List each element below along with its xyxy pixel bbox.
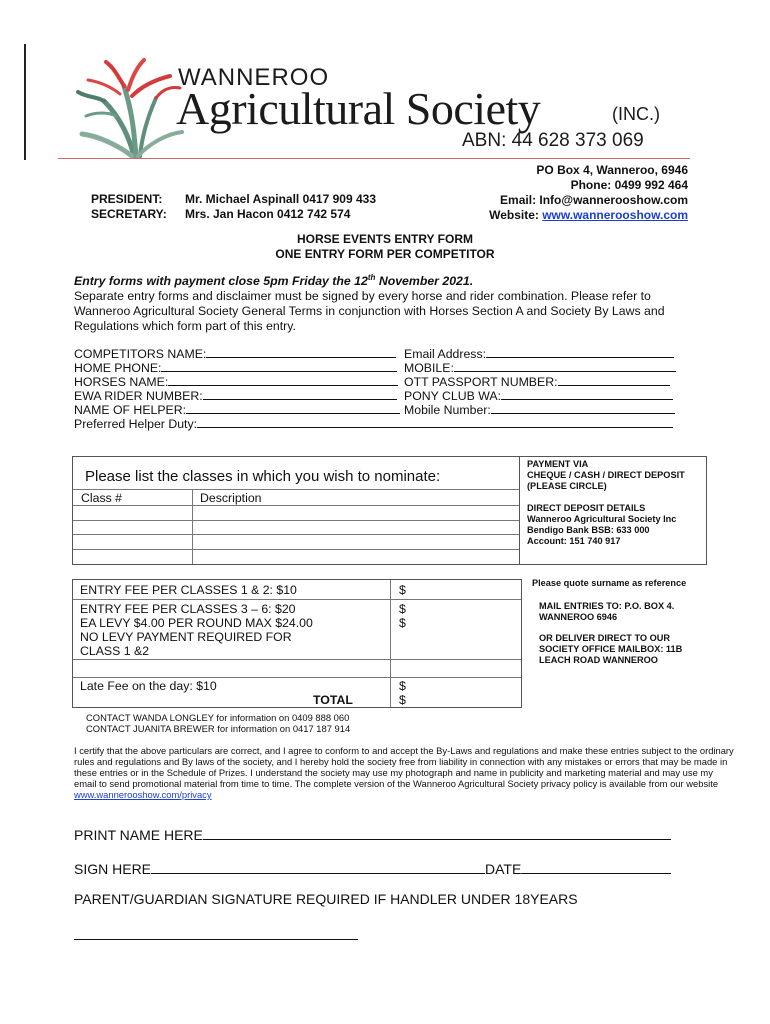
org-name-main: Agricultural Society — [176, 83, 541, 134]
classes-heading: Please list the classes in which you wish to nominate: — [85, 468, 441, 485]
fee-amount-total[interactable]: $ — [399, 693, 406, 707]
president-name: Mr. Michael Aspinall 0417 909 433 — [185, 192, 376, 206]
address-website — [489, 208, 688, 223]
pay-line: PAYMENT VIA — [527, 459, 589, 469]
class-row-1[interactable] — [73, 506, 519, 520]
pay-line: CHEQUE / CASH / DIRECT DEPOSIT — [527, 470, 685, 480]
label-horses-name: HORSES NAME: — [74, 375, 169, 389]
contacts — [86, 712, 350, 734]
pony-club-field[interactable] — [501, 388, 673, 400]
fee-classes-1-2: ENTRY FEE PER CLASSES 1 & 2: $10 — [80, 583, 297, 597]
fee-amount-levy[interactable]: $ — [399, 616, 406, 630]
fee-classes-3-6: ENTRY FEE PER CLASSES 3 – 6: $20 — [80, 602, 296, 616]
kangaroo-paw-logo — [74, 56, 189, 161]
col-description: Description — [200, 491, 262, 505]
print-name-row — [74, 825, 671, 843]
secretary-role: SECRETARY: — [91, 207, 167, 221]
fee-amount-1[interactable]: $ — [399, 583, 406, 597]
address-phone: Phone: 0499 992 464 — [570, 178, 688, 192]
label-helper-duty: Preferred Helper Duty: — [74, 417, 198, 431]
fee-total-label: TOTAL — [313, 693, 353, 707]
competitor-fields — [74, 346, 694, 436]
header-divider — [58, 158, 690, 159]
fee-no-levy: NO LEVY PAYMENT REQUIRED FOR — [80, 630, 292, 644]
fee-class-1-2: CLASS 1 &2 — [80, 644, 150, 658]
home-phone-field[interactable] — [161, 360, 397, 372]
privacy-link[interactable]: www.wannerooshow.com/privacy — [74, 789, 212, 800]
ewa-rider-field[interactable] — [203, 388, 397, 400]
label-mobile: MOBILE: — [404, 361, 454, 375]
guardian-signature-line[interactable] — [74, 939, 358, 940]
mobile-field[interactable] — [454, 360, 676, 372]
quote-surname-note: Please quote surname as reference — [532, 578, 687, 588]
pay-line: Wanneroo Agricultural Society Inc — [527, 514, 677, 524]
certification-text: I certify that the above particulars are correct, and I agree to conform to and accept the By-Laws and regulations and make these entries subject to the ordinary rules and regulations and By laws of the society, and I hereby hold the society free from liability in connection with any mistakes or errors that may be made in these entries or in the Schedule of Prizes. I understand the society may use my photograph and name in publicity and marketing material and may use my email to send promotional material from time to time. The complete version of the Wanneroo Agricultural Society privacy policy is available from our website www.wannerooshow.com/privacy — [74, 745, 734, 800]
sign-here-label: SIGN HERE — [74, 861, 152, 877]
fee-amount-2[interactable]: $ — [399, 602, 406, 616]
pay-line: DIRECT DEPOSIT DETAILS — [527, 503, 646, 513]
helper-duty-field[interactable] — [197, 416, 673, 428]
print-name-label: PRINT NAME HERE — [74, 827, 203, 843]
signature-field[interactable] — [151, 859, 485, 874]
ott-passport-field[interactable] — [558, 374, 670, 386]
form-title-line2: ONE ENTRY FORM PER COMPETITOR — [275, 247, 495, 261]
secretary-name: Mrs. Jan Hacon 0412 742 574 — [185, 207, 351, 221]
website-label: Website: — [489, 208, 543, 222]
org-inc: (INC.) — [612, 104, 660, 124]
payment-details — [527, 459, 685, 547]
horses-name-field[interactable] — [168, 374, 398, 386]
pay-line: Bendigo Bank BSB: 633 000 — [527, 525, 650, 535]
form-title-line1: HORSE EVENTS ENTRY FORM — [296, 232, 474, 246]
fee-amount-late[interactable]: $ — [399, 679, 406, 693]
helper-mobile-field[interactable] — [491, 402, 675, 414]
guardian-note: PARENT/GUARDIAN SIGNATURE REQUIRED IF HANDLER UNDER 18YEARS — [74, 891, 578, 907]
class-row-2[interactable] — [73, 521, 519, 534]
mail-entries-note: MAIL ENTRIES TO: P.O. BOX 4. WANNEROO 6946 — [539, 601, 675, 622]
fee-ea-levy: EA LEVY $4.00 PER ROUND MAX $24.00 — [80, 616, 313, 630]
date-field[interactable] — [521, 859, 671, 874]
label-email: Email Address: — [404, 347, 487, 361]
classes-table — [72, 456, 520, 565]
address-email: Email: Info@wannerooshow.com — [500, 193, 688, 207]
president-role: PRESIDENT: — [91, 192, 163, 206]
email-field[interactable] — [486, 346, 674, 358]
fee-late: Late Fee on the day: $10 — [80, 679, 217, 693]
label-pony-club: PONY CLUB WA: — [404, 389, 502, 403]
label-home-phone: HOME PHONE: — [74, 361, 162, 375]
website-link[interactable]: www.wannerooshow.com — [542, 208, 688, 222]
competitor-name-field[interactable] — [206, 346, 396, 358]
class-row-3[interactable] — [73, 535, 519, 549]
date-label: DATE — [485, 861, 522, 877]
print-name-field[interactable] — [203, 825, 671, 840]
org-name-top: WANNEROO — [178, 64, 330, 91]
margin-bar — [24, 44, 26, 160]
label-helper-name: NAME OF HELPER: — [74, 403, 187, 417]
deliver-direct-note: OR DELIVER DIRECT TO OUR SOCIETY OFFICE MAILBOX: 11B LEACH ROAD WANNEROO — [539, 633, 683, 665]
sign-row — [74, 859, 671, 877]
pay-line: (PLEASE CIRCLE) — [527, 481, 607, 491]
org-abn: ABN: 44 628 373 069 — [462, 130, 644, 151]
label-ewa-rider: EWA RIDER NUMBER: — [74, 389, 203, 403]
helper-name-field[interactable] — [186, 402, 400, 414]
address-po: PO Box 4, Wanneroo, 6946 — [536, 163, 688, 177]
closing-date: Entry forms with payment close 5pm Friday the 12th November 2021. — [74, 273, 474, 289]
label-ott-passport: OTT PASSPORT NUMBER: — [404, 375, 558, 389]
label-helper-mobile: Mobile Number: — [404, 403, 491, 417]
pay-line: Account: 151 740 917 — [527, 536, 621, 546]
form-title — [0, 232, 770, 262]
officers-block — [91, 192, 376, 222]
pay-spacer — [527, 492, 685, 503]
fees-table — [72, 579, 522, 708]
address-block — [489, 163, 688, 223]
col-class-number: Class # — [81, 491, 123, 505]
class-row-4[interactable] — [73, 550, 519, 564]
contact-wanda: CONTACT WANDA LONGLEY for information on 0409 888 060 — [86, 712, 350, 723]
entry-note: Separate entry forms and disclaimer must be signed by every horse and rider combination. Please refer to Wanneroo Agricultural Society General Terms in conjunction with Horses Section A and Society By Laws and Regulations which form part of this entry. — [74, 289, 665, 333]
contact-juanita: CONTACT JUANITA BREWER for information on 0417 187 914 — [86, 723, 351, 734]
label-competitor-name: COMPETITORS NAME: — [74, 347, 207, 361]
